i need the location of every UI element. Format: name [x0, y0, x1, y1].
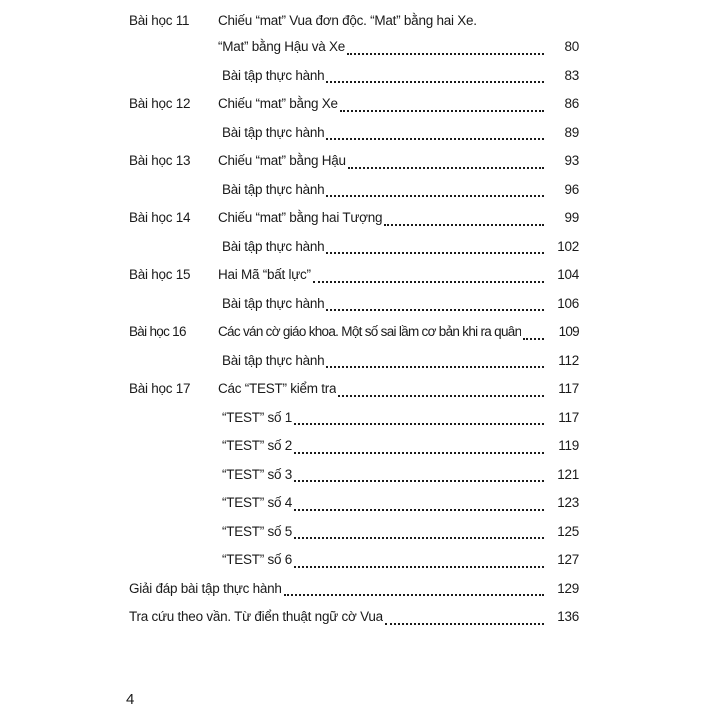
entry-page-number: 106	[557, 295, 579, 311]
toc-row	[129, 261, 579, 290]
lesson-label: Bài học 13	[129, 153, 191, 168]
lesson-label	[129, 518, 218, 547]
lesson-label	[129, 233, 218, 262]
toc-row	[129, 603, 579, 632]
entry-page-number: 83	[564, 67, 579, 83]
lesson-label: Bài học 12	[129, 96, 191, 111]
entry-title: “TEST” số 4	[222, 495, 293, 510]
toc-row	[129, 432, 579, 461]
dot-leader	[294, 566, 544, 568]
dot-leader	[340, 110, 544, 112]
entry-title: Chiếu “mat” bằng Hậu	[218, 153, 346, 168]
entry-page-number: 136	[557, 609, 579, 624]
entry-title: “TEST” số 3	[222, 466, 293, 482]
lesson-label	[129, 404, 218, 433]
entry-title: Các “TEST” kiểm tra	[218, 381, 337, 396]
toc-row	[129, 176, 579, 205]
toc-row	[129, 546, 579, 575]
entry-title: Tra cứu theo vần. Từ điển thuật ngữ cờ Vua	[129, 609, 383, 624]
entry-page-number: 117	[558, 409, 579, 425]
entry-page-number: 123	[557, 495, 579, 510]
dot-leader	[347, 53, 544, 55]
entry-page-number: 104	[557, 267, 579, 282]
entry-title: “TEST” số 1	[222, 409, 293, 425]
entry-page-number: 102	[557, 238, 579, 254]
entry-page-number: 119	[558, 438, 579, 453]
lesson-label	[129, 176, 218, 205]
toc-row	[129, 575, 579, 604]
entry-title: Chiếu “mat” bằng hai Tượng	[218, 210, 383, 225]
toc-row	[129, 9, 579, 33]
entry-title: Bài tập thực hành	[222, 352, 325, 368]
lesson-label: Bài học 16	[129, 324, 186, 339]
dot-leader	[326, 195, 544, 197]
entry-title: Bài tập thực hành	[222, 181, 325, 197]
toc-row	[129, 62, 579, 91]
dot-leader	[338, 395, 544, 397]
lesson-label: Bài học 11	[129, 13, 190, 28]
lesson-label	[129, 432, 218, 461]
entry-title: Hai Mã “bất lực”	[218, 267, 311, 282]
dot-leader	[284, 594, 544, 596]
dot-leader	[523, 338, 544, 340]
lesson-label: Bài học 15	[129, 267, 191, 282]
toc-row	[129, 461, 579, 490]
entry-page-number: 129	[557, 580, 579, 596]
lesson-label	[129, 119, 218, 148]
entry-page-number: 125	[557, 523, 579, 539]
lesson-label: Bài học 14	[129, 210, 191, 225]
entry-page-number: 99	[564, 210, 579, 225]
lesson-label	[129, 33, 218, 62]
dot-leader	[385, 623, 544, 625]
entry-title: “TEST” số 2	[222, 438, 293, 453]
lesson-label: Bài học 17	[129, 381, 191, 396]
lesson-label	[129, 489, 218, 518]
dot-leader	[348, 167, 544, 169]
entry-title: Bài tập thực hành	[222, 238, 325, 254]
toc-row	[129, 489, 579, 518]
page-number: 4	[126, 691, 135, 708]
dot-leader	[326, 252, 544, 254]
entry-title: Giải đáp bài tập thực hành	[129, 580, 282, 596]
entry-page-number: 127	[557, 552, 579, 567]
lesson-label	[129, 62, 218, 91]
lesson-label	[129, 290, 218, 319]
entry-page-number: 121	[557, 466, 579, 482]
dot-leader	[294, 480, 544, 482]
entry-title: Bài tập thực hành	[222, 67, 325, 83]
entry-page-number: 96	[564, 181, 579, 197]
toc-row	[129, 90, 579, 119]
entry-page-number: 86	[564, 96, 579, 111]
dot-leader	[294, 452, 544, 454]
dot-leader	[313, 281, 544, 283]
entry-page-number: 93	[564, 153, 579, 168]
lesson-label	[129, 347, 218, 376]
toc-row	[129, 119, 579, 148]
entry-title: “Mat” bằng Hậu và Xe	[218, 39, 346, 54]
entry-title: Bài tập thực hành	[222, 124, 325, 140]
entry-title: Bài tập thực hành	[222, 295, 325, 311]
entry-page-number: 112	[558, 352, 579, 368]
entry-title: Các ván cờ giáo khoa. Một số sai lầm cơ bản khi ra quân	[218, 324, 522, 339]
entry-title: “TEST” số 6	[222, 552, 293, 567]
table-of-contents	[129, 9, 579, 632]
lesson-label	[129, 546, 218, 575]
dot-leader	[384, 224, 544, 226]
dot-leader	[326, 81, 544, 83]
dot-leader	[294, 509, 544, 511]
entry-title: Chiếu “mat” Vua đơn độc. “Mat” bằng hai Xe.	[218, 13, 477, 28]
toc-row	[129, 318, 579, 347]
dot-leader	[294, 537, 544, 539]
toc-row	[129, 518, 579, 547]
dot-leader	[326, 366, 544, 368]
toc-row	[129, 204, 579, 233]
toc-row	[129, 290, 579, 319]
toc-row	[129, 147, 579, 176]
toc-row	[129, 33, 579, 62]
dot-leader	[326, 138, 544, 140]
entry-page-number: 117	[558, 381, 579, 396]
toc-row	[129, 347, 579, 376]
toc-row	[129, 375, 579, 404]
entry-title: “TEST” số 5	[222, 523, 293, 539]
entry-title: Chiếu “mat” bằng Xe	[218, 96, 338, 111]
toc-row	[129, 233, 579, 262]
entry-page-number: 80	[564, 39, 579, 54]
entry-page-number: 89	[564, 124, 579, 140]
toc-row	[129, 404, 579, 433]
lesson-label	[129, 461, 218, 490]
dot-leader	[326, 309, 544, 311]
entry-page-number: 109	[558, 324, 579, 339]
dot-leader	[294, 423, 544, 425]
